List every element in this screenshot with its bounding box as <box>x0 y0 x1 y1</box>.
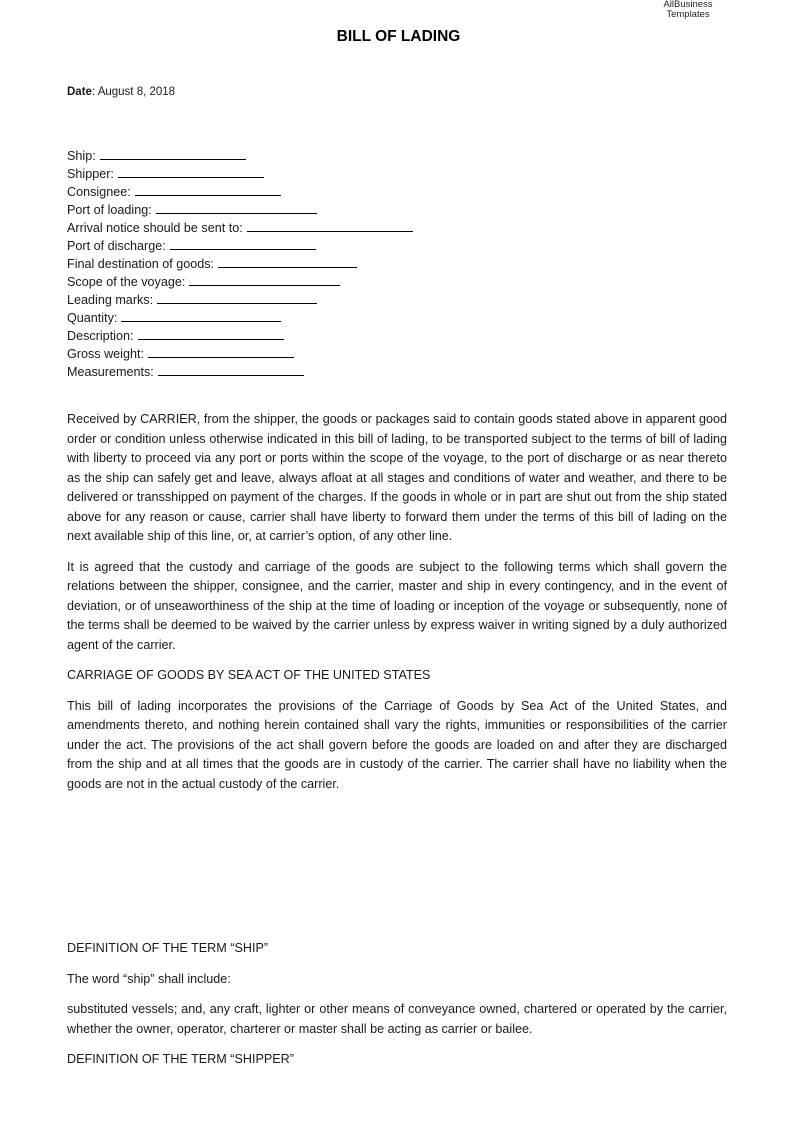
blank-line[interactable] <box>170 237 316 250</box>
field-final-destination <box>67 255 413 273</box>
blank-line[interactable] <box>118 165 264 178</box>
field-label: Ship: <box>67 149 96 163</box>
date-value: : August 8, 2018 <box>91 86 176 98</box>
field-label: Port of discharge: <box>67 239 166 253</box>
field-label: Arrival notice should be sent to: <box>67 221 243 235</box>
brand-line-1: AllBusiness <box>663 0 713 10</box>
heading-cogsa: CARRIAGE OF GOODS BY SEA ACT OF THE UNITED STATES <box>67 668 431 682</box>
field-gross-weight <box>67 345 413 363</box>
field-quantity <box>67 309 413 327</box>
field-scope-of-voyage <box>67 273 413 291</box>
blank-line[interactable] <box>138 327 284 340</box>
terms-body <box>67 410 727 805</box>
blank-line[interactable] <box>157 291 317 304</box>
field-ship <box>67 147 413 165</box>
field-label: Measurements: <box>67 365 154 379</box>
paragraph-agreed: It is agreed that the custody and carriage of the goods are subject to the following terms which shall govern the relations between the shipper, consignee, and the carrier, master and ship in every contingency, and in the event of deviation, or of unseaworthiness of the ship at the time of loading or inception of the voyage or subsequently, none of the terms shall be deemed to be waived by the carrier unless by express waiver in writing signed by a duly authorized agent of the carrier. <box>67 559 727 652</box>
blank-line[interactable] <box>247 219 413 232</box>
field-consignee <box>67 183 413 201</box>
field-label: Port of loading: <box>67 203 152 217</box>
blank-line[interactable] <box>148 345 294 358</box>
ship-definition-intro: The word “ship” shall include: <box>67 971 231 986</box>
field-label: Shipper: <box>67 167 114 181</box>
blank-line[interactable] <box>218 255 357 268</box>
blank-line[interactable] <box>156 201 317 214</box>
paragraph-cogsa: This bill of lading incorporates the provisions of the Carriage of Goods by Sea Act of the United States, and amendments thereto, and nothing herein contained shall vary the rights, immunities or responsibilities of the carrier under the act. The provisions of the act shall govern before the goods are loaded on and after they are discharged from the ship and at all times that the goods are in custody of the carrier. The carrier shall have no liability when the goods are not in the actual custody of the carrier. <box>67 698 727 791</box>
field-label: Description: <box>67 329 134 343</box>
form-fields <box>67 147 413 381</box>
field-label: Quantity: <box>67 311 118 325</box>
field-leading-marks <box>67 291 413 309</box>
heading-shipper-definition: DEFINITION OF THE TERM “SHIPPER” <box>67 1052 294 1066</box>
field-label: Consignee: <box>67 185 131 199</box>
blank-line[interactable] <box>158 363 304 376</box>
blank-line[interactable] <box>189 273 340 286</box>
field-label: Leading marks: <box>67 293 154 307</box>
field-measurements <box>67 363 413 381</box>
paragraph-ship-definition: substituted vessels; and, any craft, lighter or other means of conveyance owned, chartered or operated by the carrier, whether the owner, operator, charterer or master shall be acting as carrier or bailee. <box>67 1002 727 1036</box>
document-title: BILL OF LADING <box>336 28 461 45</box>
blank-line[interactable] <box>135 183 281 196</box>
heading-ship-definition: DEFINITION OF THE TERM “SHIP” <box>67 941 269 955</box>
definitions-section <box>67 939 727 1081</box>
field-shipper <box>67 165 413 183</box>
blank-line[interactable] <box>121 309 281 322</box>
field-label: Gross weight: <box>67 347 144 361</box>
paragraph-received: Received by CARRIER, from the shipper, the goods or packages said to contain goods stated above in apparent good order or condition unless otherwise indicated in this bill of lading, to be transported subject to the terms of bill of lading with liberty to proceed via any port or ports within the scope of the voyage, to the port of discharge or as near thereto as the ship can safely get and leave, always afloat at all stages and conditions of water and weather, and there to be delivered or transshipped on payment of the charges. If the goods in whole or in part are shut out from the ship stated above for any reason or cause, carrier shall have liberty to forward them under the terms of this bill of lading on the next available ship of this line, or, at carrier’s option, of any other line. <box>67 412 727 543</box>
field-port-of-loading <box>67 201 413 219</box>
date-label: Date <box>67 86 92 98</box>
brand-logo <box>648 0 728 20</box>
brand-line-2: Templates <box>666 9 710 20</box>
field-label: Final destination of goods: <box>67 257 215 271</box>
field-arrival-notice <box>67 219 413 237</box>
field-description <box>67 327 413 345</box>
date-line <box>67 86 175 98</box>
field-port-of-discharge <box>67 237 413 255</box>
blank-line[interactable] <box>100 147 246 160</box>
field-label: Scope of the voyage: <box>67 275 186 289</box>
